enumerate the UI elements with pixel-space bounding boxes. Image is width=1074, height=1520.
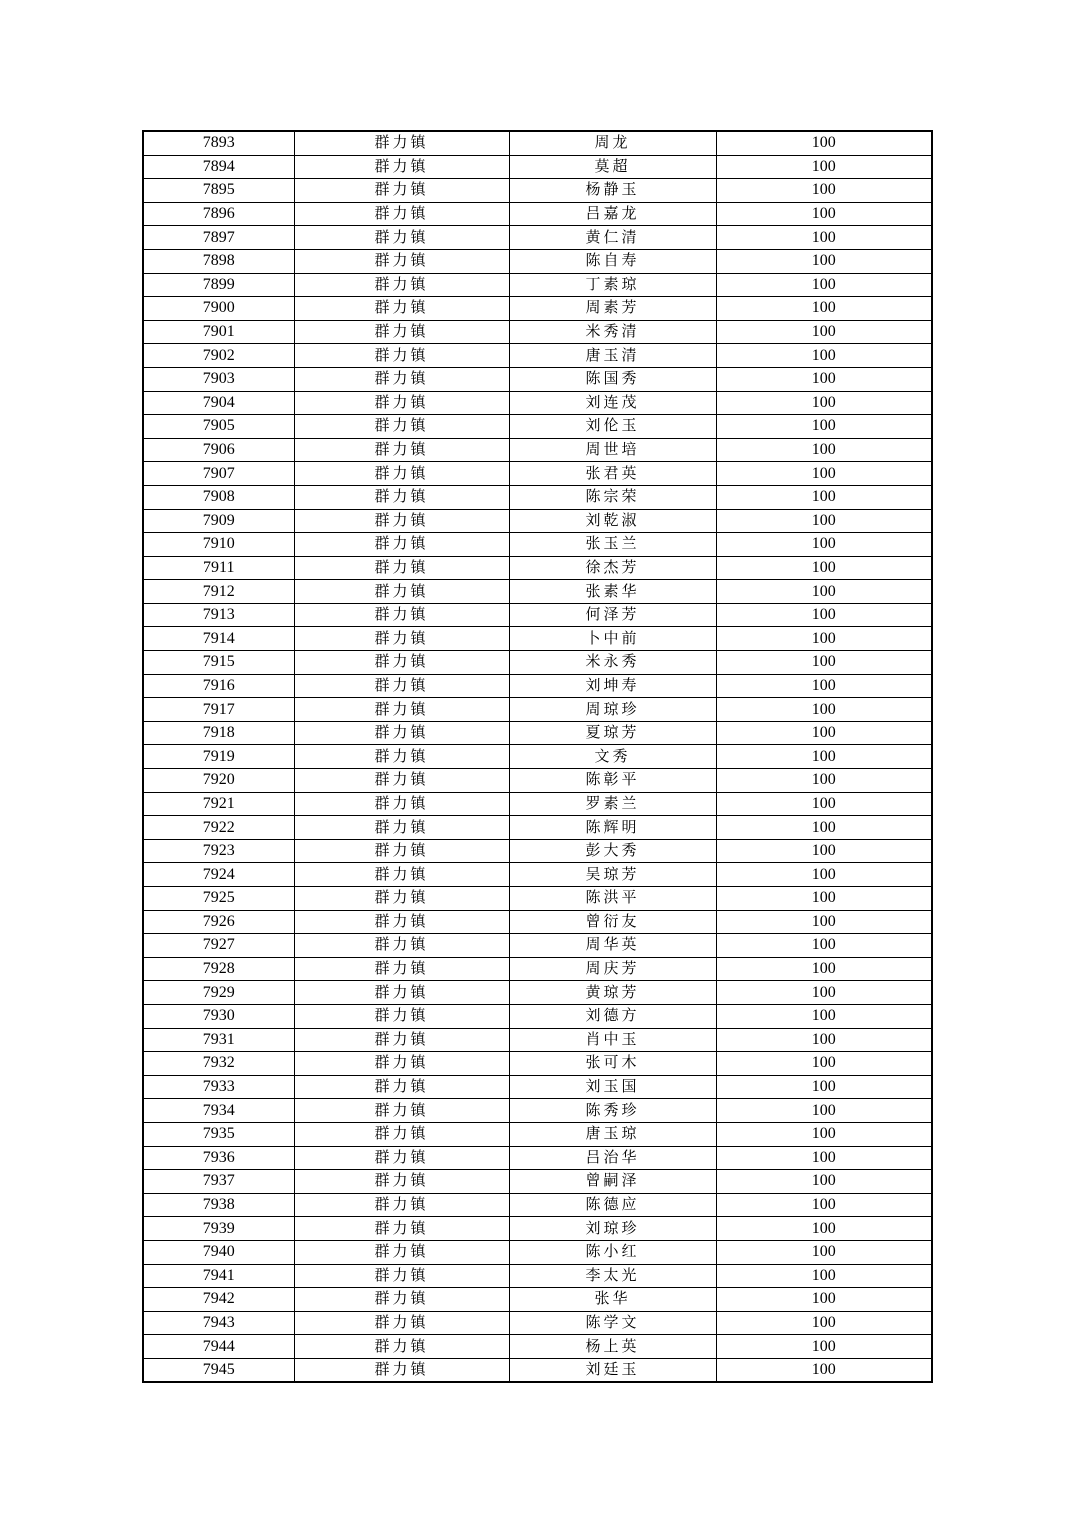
serial-number-cell: 7914 (143, 627, 294, 651)
town-cell: 群力镇 (294, 438, 509, 462)
name-cell: 丁素琼 (509, 273, 716, 297)
name-cell: 何泽芳 (509, 603, 716, 627)
table-row (143, 179, 932, 203)
serial-number-cell: 7908 (143, 485, 294, 509)
serial-number-cell: 7913 (143, 603, 294, 627)
name-cell: 陈小红 (509, 1240, 716, 1264)
amount-cell: 100 (716, 627, 932, 651)
table-row (143, 792, 932, 816)
town-cell: 群力镇 (294, 367, 509, 391)
name-cell: 周庆芳 (509, 957, 716, 981)
town-cell: 群力镇 (294, 1004, 509, 1028)
amount-cell: 100 (716, 1240, 932, 1264)
amount-cell: 100 (716, 674, 932, 698)
table-row (143, 462, 932, 486)
amount-cell: 100 (716, 839, 932, 863)
town-cell: 群力镇 (294, 957, 509, 981)
serial-number-cell: 7928 (143, 957, 294, 981)
table-row (143, 1240, 932, 1264)
serial-number-cell: 7934 (143, 1099, 294, 1123)
amount-cell: 100 (716, 1028, 932, 1052)
serial-number-cell: 7936 (143, 1146, 294, 1170)
serial-number-cell: 7923 (143, 839, 294, 863)
table-row (143, 627, 932, 651)
serial-number-cell: 7898 (143, 249, 294, 273)
table-row (143, 155, 932, 179)
serial-number-cell: 7911 (143, 556, 294, 580)
serial-number-cell: 7915 (143, 651, 294, 675)
serial-number-cell: 7903 (143, 367, 294, 391)
table-row (143, 1122, 932, 1146)
name-cell: 刘玉国 (509, 1075, 716, 1099)
town-cell: 群力镇 (294, 981, 509, 1005)
serial-number-cell: 7912 (143, 580, 294, 604)
recipient-table (142, 130, 933, 1383)
name-cell: 徐杰芳 (509, 556, 716, 580)
town-cell: 群力镇 (294, 1217, 509, 1241)
amount-cell: 100 (716, 155, 932, 179)
amount-cell: 100 (716, 1264, 932, 1288)
name-cell: 张可木 (509, 1052, 716, 1076)
serial-number-cell: 7945 (143, 1358, 294, 1382)
amount-cell: 100 (716, 981, 932, 1005)
amount-cell: 100 (716, 367, 932, 391)
table-row (143, 1358, 932, 1382)
name-cell: 刘廷玉 (509, 1358, 716, 1382)
town-cell: 群力镇 (294, 179, 509, 203)
amount-cell: 100 (716, 910, 932, 934)
town-cell: 群力镇 (294, 1335, 509, 1359)
serial-number-cell: 7921 (143, 792, 294, 816)
table-row (143, 1311, 932, 1335)
table-row (143, 1075, 932, 1099)
town-cell: 群力镇 (294, 934, 509, 958)
table-row (143, 509, 932, 533)
name-cell: 杨上英 (509, 1335, 716, 1359)
amount-cell: 100 (716, 792, 932, 816)
name-cell: 张华 (509, 1288, 716, 1312)
table-row (143, 981, 932, 1005)
town-cell: 群力镇 (294, 839, 509, 863)
amount-cell: 100 (716, 698, 932, 722)
amount-cell: 100 (716, 651, 932, 675)
amount-cell: 100 (716, 769, 932, 793)
amount-cell: 100 (716, 202, 932, 226)
name-cell: 陈学文 (509, 1311, 716, 1335)
serial-number-cell: 7926 (143, 910, 294, 934)
town-cell: 群力镇 (294, 698, 509, 722)
serial-number-cell: 7937 (143, 1170, 294, 1194)
name-cell: 肖中玉 (509, 1028, 716, 1052)
table-row (143, 816, 932, 840)
town-cell: 群力镇 (294, 1311, 509, 1335)
serial-number-cell: 7942 (143, 1288, 294, 1312)
serial-number-cell: 7924 (143, 863, 294, 887)
name-cell: 陈德应 (509, 1193, 716, 1217)
amount-cell: 100 (716, 1311, 932, 1335)
table-row (143, 721, 932, 745)
town-cell: 群力镇 (294, 792, 509, 816)
name-cell: 杨静玉 (509, 179, 716, 203)
name-cell: 刘乾淑 (509, 509, 716, 533)
table-row (143, 1264, 932, 1288)
table-row (143, 603, 932, 627)
table-row (143, 769, 932, 793)
name-cell: 张君英 (509, 462, 716, 486)
town-cell: 群力镇 (294, 533, 509, 557)
serial-number-cell: 7922 (143, 816, 294, 840)
table-body (143, 131, 932, 1382)
name-cell: 吴琼芳 (509, 863, 716, 887)
serial-number-cell: 7932 (143, 1052, 294, 1076)
amount-cell: 100 (716, 273, 932, 297)
amount-cell: 100 (716, 533, 932, 557)
name-cell: 刘德方 (509, 1004, 716, 1028)
table-row (143, 1170, 932, 1194)
town-cell: 群力镇 (294, 863, 509, 887)
town-cell: 群力镇 (294, 1122, 509, 1146)
name-cell: 刘琼珍 (509, 1217, 716, 1241)
serial-number-cell: 7929 (143, 981, 294, 1005)
name-cell: 陈秀珍 (509, 1099, 716, 1123)
amount-cell: 100 (716, 1335, 932, 1359)
town-cell: 群力镇 (294, 769, 509, 793)
table-row (143, 957, 932, 981)
table-row (143, 651, 932, 675)
table-row (143, 1028, 932, 1052)
serial-number-cell: 7896 (143, 202, 294, 226)
serial-number-cell: 7920 (143, 769, 294, 793)
town-cell: 群力镇 (294, 273, 509, 297)
name-cell: 张素华 (509, 580, 716, 604)
table-row (143, 674, 932, 698)
table-row (143, 297, 932, 321)
table-row (143, 934, 932, 958)
town-cell: 群力镇 (294, 1028, 509, 1052)
town-cell: 群力镇 (294, 391, 509, 415)
amount-cell: 100 (716, 745, 932, 769)
town-cell: 群力镇 (294, 297, 509, 321)
amount-cell: 100 (716, 721, 932, 745)
town-cell: 群力镇 (294, 202, 509, 226)
serial-number-cell: 7940 (143, 1240, 294, 1264)
amount-cell: 100 (716, 863, 932, 887)
amount-cell: 100 (716, 297, 932, 321)
amount-cell: 100 (716, 438, 932, 462)
serial-number-cell: 7944 (143, 1335, 294, 1359)
table-row (143, 839, 932, 863)
serial-number-cell: 7931 (143, 1028, 294, 1052)
table-row (143, 698, 932, 722)
amount-cell: 100 (716, 1288, 932, 1312)
serial-number-cell: 7904 (143, 391, 294, 415)
table-row (143, 1099, 932, 1123)
name-cell: 周琼珍 (509, 698, 716, 722)
name-cell: 文秀 (509, 745, 716, 769)
amount-cell: 100 (716, 1170, 932, 1194)
town-cell: 群力镇 (294, 415, 509, 439)
town-cell: 群力镇 (294, 131, 509, 155)
town-cell: 群力镇 (294, 1170, 509, 1194)
name-cell: 莫超 (509, 155, 716, 179)
table-row (143, 1217, 932, 1241)
amount-cell: 100 (716, 462, 932, 486)
name-cell: 米秀清 (509, 320, 716, 344)
serial-number-cell: 7906 (143, 438, 294, 462)
amount-cell: 100 (716, 556, 932, 580)
table-row (143, 391, 932, 415)
amount-cell: 100 (716, 509, 932, 533)
town-cell: 群力镇 (294, 603, 509, 627)
table-row (143, 485, 932, 509)
name-cell: 陈国秀 (509, 367, 716, 391)
name-cell: 张玉兰 (509, 533, 716, 557)
table-row (143, 887, 932, 911)
amount-cell: 100 (716, 226, 932, 250)
amount-cell: 100 (716, 1358, 932, 1382)
name-cell: 周素芳 (509, 297, 716, 321)
name-cell: 曾衍友 (509, 910, 716, 934)
town-cell: 群力镇 (294, 1240, 509, 1264)
serial-number-cell: 7930 (143, 1004, 294, 1028)
amount-cell: 100 (716, 957, 932, 981)
amount-cell: 100 (716, 1075, 932, 1099)
table-row (143, 1288, 932, 1312)
table-row (143, 1146, 932, 1170)
amount-cell: 100 (716, 320, 932, 344)
serial-number-cell: 7901 (143, 320, 294, 344)
amount-cell: 100 (716, 934, 932, 958)
name-cell: 李太光 (509, 1264, 716, 1288)
name-cell: 刘伦玉 (509, 415, 716, 439)
town-cell: 群力镇 (294, 1099, 509, 1123)
table-row (143, 556, 932, 580)
table-row (143, 344, 932, 368)
name-cell: 唐玉清 (509, 344, 716, 368)
serial-number-cell: 7943 (143, 1311, 294, 1335)
name-cell: 夏琼芳 (509, 721, 716, 745)
name-cell: 唐玉琼 (509, 1122, 716, 1146)
town-cell: 群力镇 (294, 1358, 509, 1382)
name-cell: 周华英 (509, 934, 716, 958)
serial-number-cell: 7938 (143, 1193, 294, 1217)
name-cell: 周龙 (509, 131, 716, 155)
town-cell: 群力镇 (294, 320, 509, 344)
town-cell: 群力镇 (294, 721, 509, 745)
table-row (143, 745, 932, 769)
serial-number-cell: 7905 (143, 415, 294, 439)
table-row (143, 533, 932, 557)
table-row (143, 273, 932, 297)
town-cell: 群力镇 (294, 1146, 509, 1170)
town-cell: 群力镇 (294, 910, 509, 934)
town-cell: 群力镇 (294, 1264, 509, 1288)
town-cell: 群力镇 (294, 556, 509, 580)
town-cell: 群力镇 (294, 509, 509, 533)
serial-number-cell: 7939 (143, 1217, 294, 1241)
table-row (143, 1052, 932, 1076)
amount-cell: 100 (716, 1099, 932, 1123)
town-cell: 群力镇 (294, 1193, 509, 1217)
amount-cell: 100 (716, 485, 932, 509)
name-cell: 卜中前 (509, 627, 716, 651)
table-row (143, 863, 932, 887)
amount-cell: 100 (716, 131, 932, 155)
serial-number-cell: 7935 (143, 1122, 294, 1146)
serial-number-cell: 7919 (143, 745, 294, 769)
name-cell: 陈自寿 (509, 249, 716, 273)
name-cell: 陈彰平 (509, 769, 716, 793)
table-row (143, 367, 932, 391)
town-cell: 群力镇 (294, 1075, 509, 1099)
amount-cell: 100 (716, 887, 932, 911)
amount-cell: 100 (716, 816, 932, 840)
town-cell: 群力镇 (294, 344, 509, 368)
table-row (143, 226, 932, 250)
table-row (143, 438, 932, 462)
serial-number-cell: 7900 (143, 297, 294, 321)
amount-cell: 100 (716, 1122, 932, 1146)
town-cell: 群力镇 (294, 627, 509, 651)
amount-cell: 100 (716, 1193, 932, 1217)
amount-cell: 100 (716, 415, 932, 439)
town-cell: 群力镇 (294, 1288, 509, 1312)
table-row (143, 131, 932, 155)
town-cell: 群力镇 (294, 651, 509, 675)
serial-number-cell: 7895 (143, 179, 294, 203)
table-row (143, 1004, 932, 1028)
name-cell: 陈洪平 (509, 887, 716, 911)
name-cell: 曾嗣泽 (509, 1170, 716, 1194)
name-cell: 陈辉明 (509, 816, 716, 840)
name-cell: 刘连茂 (509, 391, 716, 415)
town-cell: 群力镇 (294, 745, 509, 769)
amount-cell: 100 (716, 1217, 932, 1241)
serial-number-cell: 7918 (143, 721, 294, 745)
town-cell: 群力镇 (294, 155, 509, 179)
table-row (143, 249, 932, 273)
serial-number-cell: 7925 (143, 887, 294, 911)
table-row (143, 320, 932, 344)
table-row (143, 1193, 932, 1217)
name-cell: 米永秀 (509, 651, 716, 675)
serial-number-cell: 7894 (143, 155, 294, 179)
serial-number-cell: 7902 (143, 344, 294, 368)
serial-number-cell: 7897 (143, 226, 294, 250)
serial-number-cell: 7916 (143, 674, 294, 698)
amount-cell: 100 (716, 1146, 932, 1170)
amount-cell: 100 (716, 249, 932, 273)
serial-number-cell: 7933 (143, 1075, 294, 1099)
serial-number-cell: 7907 (143, 462, 294, 486)
town-cell: 群力镇 (294, 674, 509, 698)
serial-number-cell: 7941 (143, 1264, 294, 1288)
amount-cell: 100 (716, 179, 932, 203)
table-row (143, 580, 932, 604)
amount-cell: 100 (716, 344, 932, 368)
table-row (143, 910, 932, 934)
serial-number-cell: 7910 (143, 533, 294, 557)
town-cell: 群力镇 (294, 580, 509, 604)
name-cell: 罗素兰 (509, 792, 716, 816)
name-cell: 黄琼芳 (509, 981, 716, 1005)
town-cell: 群力镇 (294, 226, 509, 250)
amount-cell: 100 (716, 1004, 932, 1028)
name-cell: 彭大秀 (509, 839, 716, 863)
name-cell: 周世培 (509, 438, 716, 462)
name-cell: 陈宗荣 (509, 485, 716, 509)
serial-number-cell: 7893 (143, 131, 294, 155)
table-row (143, 202, 932, 226)
town-cell: 群力镇 (294, 249, 509, 273)
name-cell: 黄仁清 (509, 226, 716, 250)
table-row (143, 415, 932, 439)
town-cell: 群力镇 (294, 1052, 509, 1076)
serial-number-cell: 7917 (143, 698, 294, 722)
name-cell: 吕治华 (509, 1146, 716, 1170)
name-cell: 刘坤寿 (509, 674, 716, 698)
town-cell: 群力镇 (294, 816, 509, 840)
name-cell: 吕嘉龙 (509, 202, 716, 226)
amount-cell: 100 (716, 391, 932, 415)
table-row (143, 1335, 932, 1359)
serial-number-cell: 7927 (143, 934, 294, 958)
town-cell: 群力镇 (294, 462, 509, 486)
amount-cell: 100 (716, 603, 932, 627)
amount-cell: 100 (716, 580, 932, 604)
amount-cell: 100 (716, 1052, 932, 1076)
serial-number-cell: 7899 (143, 273, 294, 297)
town-cell: 群力镇 (294, 887, 509, 911)
serial-number-cell: 7909 (143, 509, 294, 533)
town-cell: 群力镇 (294, 485, 509, 509)
